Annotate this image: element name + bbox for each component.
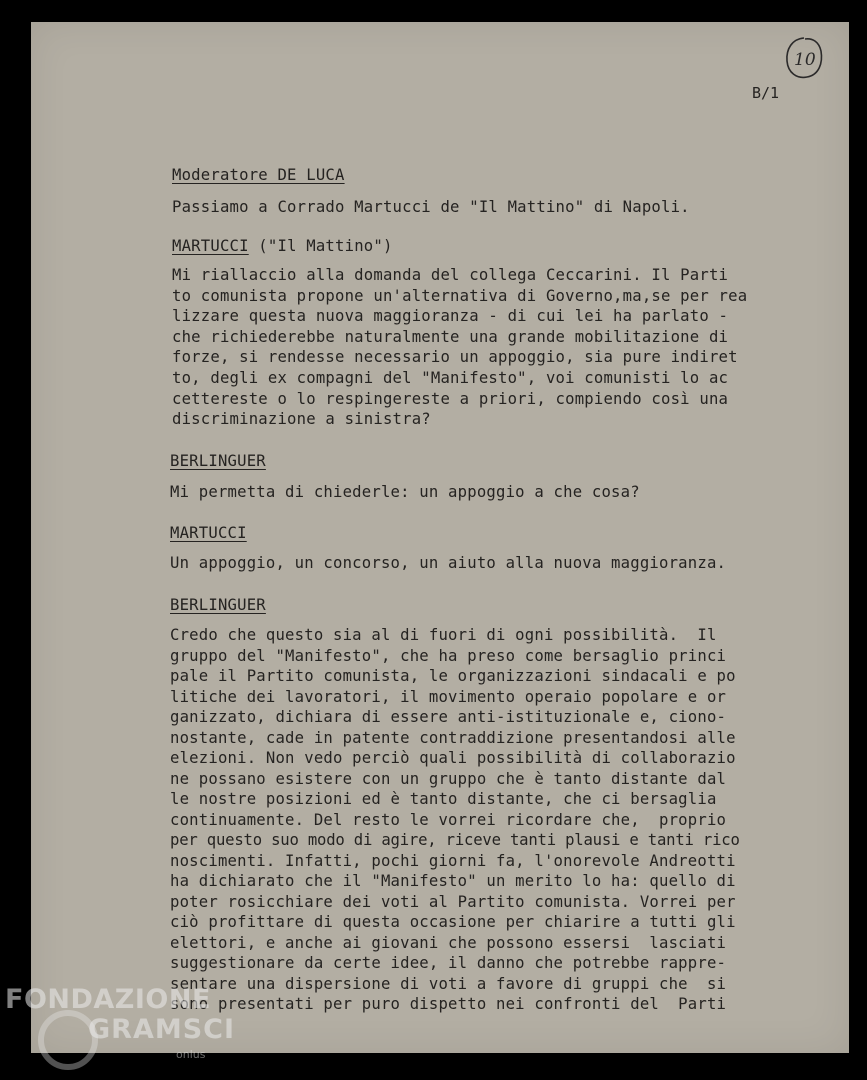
- watermark-line2: GRAMSCI: [88, 1014, 236, 1045]
- text-line: ne possano esistere con un gruppo che è tanto distante dal: [170, 770, 727, 788]
- text-line: sentare una dispersione di voti a favore di gruppi che si: [170, 975, 727, 993]
- text-line: che richiederebbe naturalmente una grande mobilitazione di: [172, 328, 729, 346]
- text-line: gruppo del "Manifesto", che ha preso come bersaglio princi: [170, 647, 727, 665]
- text-line: cettereste o lo respingereste a priori, compiendo così una: [172, 390, 729, 408]
- text-line: to comunista propone un'alternativa di Governo,ma,se per rea: [172, 287, 748, 305]
- text-line: sono presentati per puro dispetto nei confronti del Parti: [170, 995, 727, 1013]
- text-line: ganizzato, dichiara di essere anti-istituzionale e, ciono-: [170, 708, 727, 726]
- text-line: Credo che questo sia al di fuori di ogni possibilità. Il: [170, 626, 717, 644]
- text-line: le nostre posizioni ed è tanto distante, che ci bersaglia: [170, 790, 717, 808]
- text-line: to, degli ex compagni del "Manifesto", voi comunisti lo ac: [172, 369, 729, 387]
- text-line: elettori, e anche ai giovani che possono essersi lasciati: [170, 934, 727, 952]
- text-line: discriminazione a sinistra?: [172, 410, 431, 428]
- document-page: [31, 22, 849, 1053]
- speaker-heading-moderator: Moderatore DE LUCA: [172, 166, 345, 184]
- text-line: pale il Partito comunista, le organizzazioni sindacali e po: [170, 667, 736, 685]
- text-line: Mi riallaccio alla domanda del collega Ceccarini. Il Parti: [172, 266, 729, 284]
- text-line: elezioni. Non vedo perciò quali possibilità di collaborazio: [170, 749, 736, 767]
- text-line: ciò profittare di questa occasione per chiarire a tutti gli: [170, 913, 736, 931]
- page-number: B/1: [752, 84, 780, 102]
- archive-stamp: [783, 35, 825, 81]
- text-line: forze, si rendesse necessario un appoggio, sia pure indiret: [172, 348, 738, 366]
- text-line: noscimenti. Infatti, pochi giorni fa, l'onorevole Andreotti: [170, 852, 736, 870]
- archive-stamp-number: 10: [794, 50, 816, 70]
- speaker-heading-berlinguer: BERLINGUER: [170, 596, 266, 614]
- watermark-onlus: onlus: [176, 1048, 206, 1061]
- text-line: per questo suo modo di agire, riceve tanti plausi e tanti rico: [170, 831, 740, 849]
- text-line: ha dichiarato che il "Manifesto" un merito lo ha: quello di: [170, 872, 736, 890]
- speaker-heading-martucci: MARTUCCI ("Il Mattino"): [172, 237, 393, 255]
- text-line: suggestionare da certe idee, il danno che potrebbe rappre-: [170, 954, 727, 972]
- text-line: continuamente. Del resto le vorrei ricordare che, proprio: [170, 811, 727, 829]
- text-line: lizzare questa nuova maggioranza - di cui lei ha parlato -: [172, 307, 729, 325]
- text-line: Mi permetta di chiederle: un appoggio a che cosa?: [170, 483, 640, 501]
- watermark-line1: FONDAZIONE: [5, 984, 211, 1015]
- speaker-heading-berlinguer: BERLINGUER: [170, 452, 266, 470]
- text-line: nostante, cade in patente contraddizione presentandosi alle: [170, 729, 736, 747]
- speaker-heading-martucci: MARTUCCI: [170, 524, 247, 542]
- text-line: Un appoggio, un concorso, un aiuto alla nuova maggioranza.: [170, 554, 727, 572]
- text-line: litiche dei lavoratori, il movimento operaio popolare e or: [170, 688, 727, 706]
- text-line: poter rosicchiare dei voti al Partito comunista. Vorrei per: [170, 893, 736, 911]
- text-line: Passiamo a Corrado Martucci de "Il Mattino" di Napoli.: [172, 198, 690, 216]
